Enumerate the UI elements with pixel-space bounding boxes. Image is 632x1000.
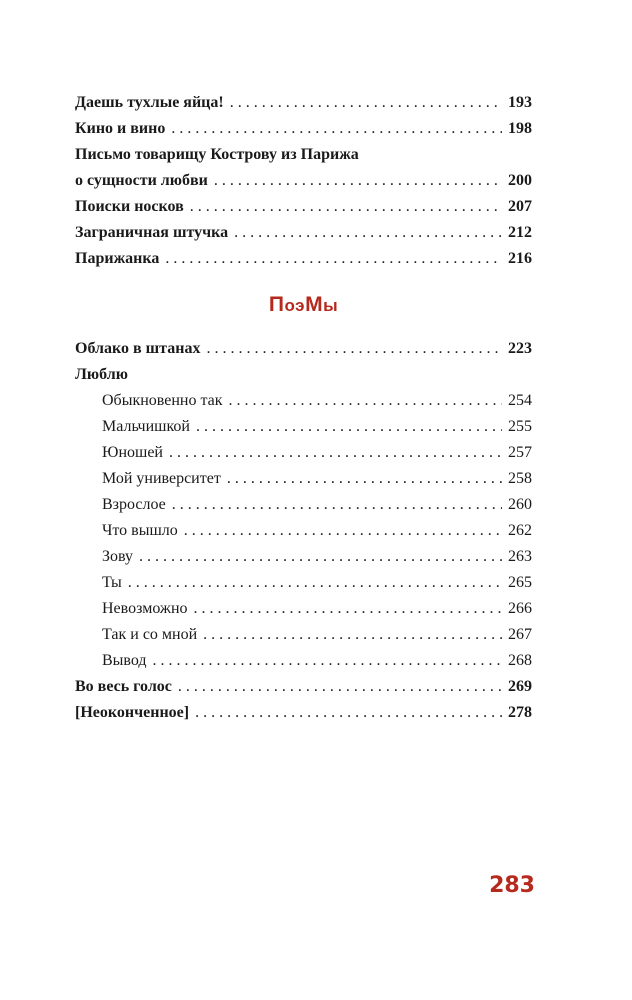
toc-entry-title: Поиски носков: [75, 198, 184, 215]
toc-subentry-page: 254: [508, 392, 532, 409]
dot-leader: [203, 622, 502, 648]
toc-subentry-title: Взрослое: [102, 496, 166, 513]
toc-entry-page: 212: [508, 224, 532, 241]
toc-entry[interactable]: [75, 246, 532, 272]
section-heading: [75, 292, 532, 318]
toc-subentry[interactable]: [75, 596, 532, 622]
toc-subentry-page: 262: [508, 522, 532, 539]
dot-leader: [196, 414, 502, 440]
toc-subentry[interactable]: [75, 648, 532, 674]
toc-entry-page: 200: [508, 172, 532, 189]
dot-leader: [128, 570, 502, 596]
dot-leader: [195, 700, 502, 726]
toc-entry-group-title[interactable]: Люблю: [75, 366, 128, 383]
toc-entry-page: 207: [508, 198, 532, 215]
toc-subentry-page: 263: [508, 548, 532, 565]
toc-subentry-page: 258: [508, 470, 532, 487]
dot-leader: [190, 194, 502, 220]
toc-entry-title-line2: о сущности любви: [75, 172, 208, 189]
toc-subentry-title: Мальчишкой: [102, 418, 190, 435]
toc-subentry[interactable]: [75, 622, 532, 648]
toc-entry-title: Во весь голос: [75, 678, 172, 695]
toc-entry-title: Парижанка: [75, 250, 160, 267]
toc-subentry[interactable]: [75, 570, 532, 596]
page-number: 283: [489, 873, 535, 898]
dot-leader: [229, 388, 502, 414]
dot-leader: [227, 466, 502, 492]
toc-entry[interactable]: [75, 90, 532, 116]
toc-subentry-page: 265: [508, 574, 532, 591]
toc-subentry-title: Юношей: [102, 444, 163, 461]
toc-subentry-title: Ты: [102, 574, 122, 591]
section-heading-part: оэ: [284, 296, 306, 315]
toc-subentry[interactable]: [75, 466, 532, 492]
toc-subentry-title: Зову: [102, 548, 134, 565]
section-heading-part: ы: [323, 296, 339, 315]
dot-leader: [139, 544, 502, 570]
toc-subentry[interactable]: [75, 440, 532, 466]
toc-subentry[interactable]: [75, 518, 532, 544]
dot-leader: [194, 596, 502, 622]
toc-subentry[interactable]: [75, 388, 532, 414]
dot-leader: [165, 246, 502, 272]
toc-entry-page: 269: [508, 678, 532, 695]
toc-subentry[interactable]: [75, 414, 532, 440]
toc-entry[interactable]: [75, 700, 532, 726]
toc-entry-title: Заграничная штучка: [75, 224, 229, 241]
toc-entry-title: Облако в штанах: [75, 340, 201, 357]
toc-entry[interactable]: [75, 116, 532, 142]
toc-entry[interactable]: [75, 674, 532, 700]
toc-subentry-title: Что вышло: [102, 522, 178, 539]
toc-subentry-page: 255: [508, 418, 532, 435]
toc-entry[interactable]: [75, 220, 532, 246]
toc-subentry-title: Так и со мной: [102, 626, 198, 643]
dot-leader: [184, 518, 502, 544]
toc-entry-page: 278: [508, 704, 532, 721]
dot-leader: [171, 116, 502, 142]
dot-leader: [153, 648, 502, 674]
toc-entry-page: 198: [508, 120, 532, 137]
toc-entry-title: Кино и вино: [75, 120, 166, 137]
toc-subentry-page: 257: [508, 444, 532, 461]
section-heading-initial: П: [268, 293, 285, 316]
toc-subentry-page: 267: [508, 626, 532, 643]
toc-subentry-title: Невозможно: [102, 600, 188, 617]
section-heading-part: М: [305, 293, 324, 316]
toc-entry-title-line1[interactable]: Письмо товарищу Кострову из Парижа: [75, 146, 359, 163]
toc-subentry-title: Вывод: [102, 652, 147, 669]
dot-leader: [206, 336, 502, 362]
toc-entry-title: [Неоконченное]: [75, 704, 190, 721]
toc-entry-page: 216: [508, 250, 532, 267]
toc-subentry-page: 268: [508, 652, 532, 669]
dot-leader: [230, 90, 502, 116]
toc-subentry-page: 266: [508, 600, 532, 617]
dot-leader: [234, 220, 502, 246]
toc-entry[interactable]: [75, 194, 532, 220]
dot-leader: [214, 168, 502, 194]
dot-leader: [172, 492, 502, 518]
toc-subentry-title: Мой университет: [102, 470, 221, 487]
toc-entry-page: 193: [508, 94, 532, 111]
table-of-contents: [75, 90, 532, 726]
toc-subentry[interactable]: [75, 492, 532, 518]
toc-entry[interactable]: [75, 336, 532, 362]
dot-leader: [178, 674, 502, 700]
toc-entry-page: 223: [508, 340, 532, 357]
toc-entry[interactable]: [75, 168, 532, 194]
toc-subentry-title: Обыкновенно так: [102, 392, 223, 409]
toc-entry-title: Даешь тухлые яйца!: [75, 94, 224, 111]
dot-leader: [169, 440, 502, 466]
toc-subentry[interactable]: [75, 544, 532, 570]
toc-subentry-page: 260: [508, 496, 532, 513]
